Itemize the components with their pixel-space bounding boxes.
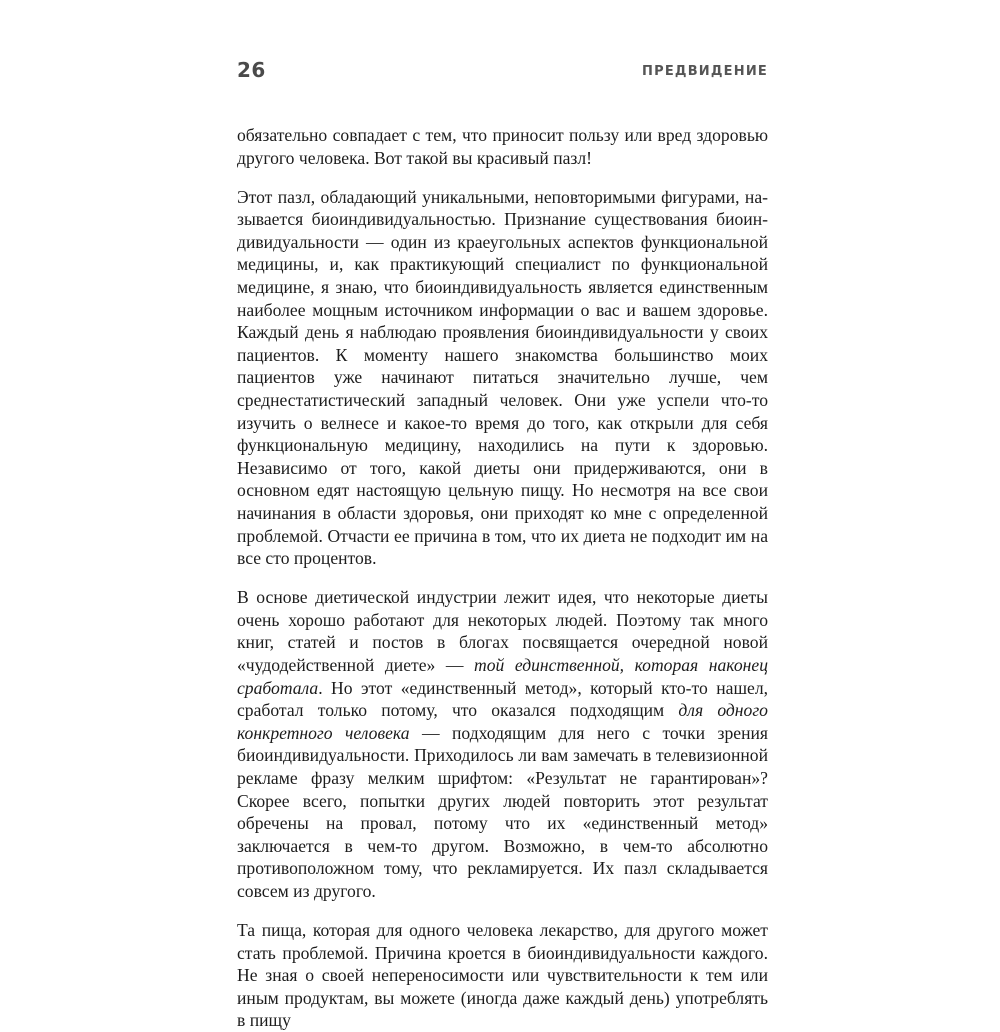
running-head: ПРЕДВИДЕНИЕ xyxy=(642,64,768,79)
paragraph-3-part-b: . Но этот «единственный метод», который кто-то нашел, сработал только потому, что оказался подходящим xyxy=(237,677,768,721)
page-number: 26 xyxy=(237,58,266,82)
body-text xyxy=(237,124,768,1032)
paragraph-3-emphasis-1: той единственной, которая наконец сработала xyxy=(237,655,768,698)
paragraph-2: Этот пазл, обладающий уникальными, неповторимыми фигурами, называется биоиндивидуальностью. Признание существования биоиндивидуальности — один из краеугольных аспектов функциональной медицины, и, как практикующий специалист по функциональной медицине, я знаю, что биоиндивидуальность является единственным наиболее мощным источником информации о вас и вашем здоровье. Каждый день я наблюдаю проявления биоиндивидуальности у своих пациентов. К моменту нашего знакомства большинство моих пациентов уже начинают питаться значительно лучше, чем среднестатистический западный человек. Они уже успели что-то изучить о велнесе и какое-то время до того, как открыли для себя функциональную медицину, находились на пути к здоровью. Независимо от того, какой диеты они придерживaются, они в основном едят настоящую цельную пищу. Но несмотря на все свои начинания в области здоровья, они приходят ко мне с определенной проблемой. Отчасти ее причина в том, что их диета не подходит им на все сто процентов. xyxy=(237,186,768,569)
paragraph-4: Та пища, которая для одного человека лекарство, для другого может стать проблемой. Причина кроется в биоиндивидуальности каждого. Не зная о своей непереносимости или чувствительности к тем или иным продуктам, вы можете (иногда даже каждый день) употреблять в пищу xyxy=(237,920,768,1031)
paragraph-3-emphasis-2: для одного конкретного человека xyxy=(237,700,768,743)
paragraph-1: обязательно совпадает с тем, что приносит пользу или вред здоровью другого человека. Вот такой вы красивый пазл! xyxy=(237,125,768,168)
paragraph-3-part-a: В основе диетической индустрии лежит идея, что некоторые диеты очень хорошо работают для некоторых людей. Поэтому так много книг, статей и постов в блогах посвящается очередной новой «чудодейственной диете» — xyxy=(237,587,768,676)
paragraph-3-part-c: — подходящим для него с точки зрения биоиндивидуальности. Приходилось ли вам замечать в телевизионной рекламе фразу мелким шрифтом: «Результат не гарантирован»? Скорее всего, попытки других людей повторить этот результат обречены на провал, потому что их «единственный метод» заключается в чем-то другом. Возможно, в чем-то абсолютно противоположном тому, что рекламируется. Их пазл складывается совсем из другого. xyxy=(237,722,768,901)
paragraph-3 xyxy=(237,586,768,902)
